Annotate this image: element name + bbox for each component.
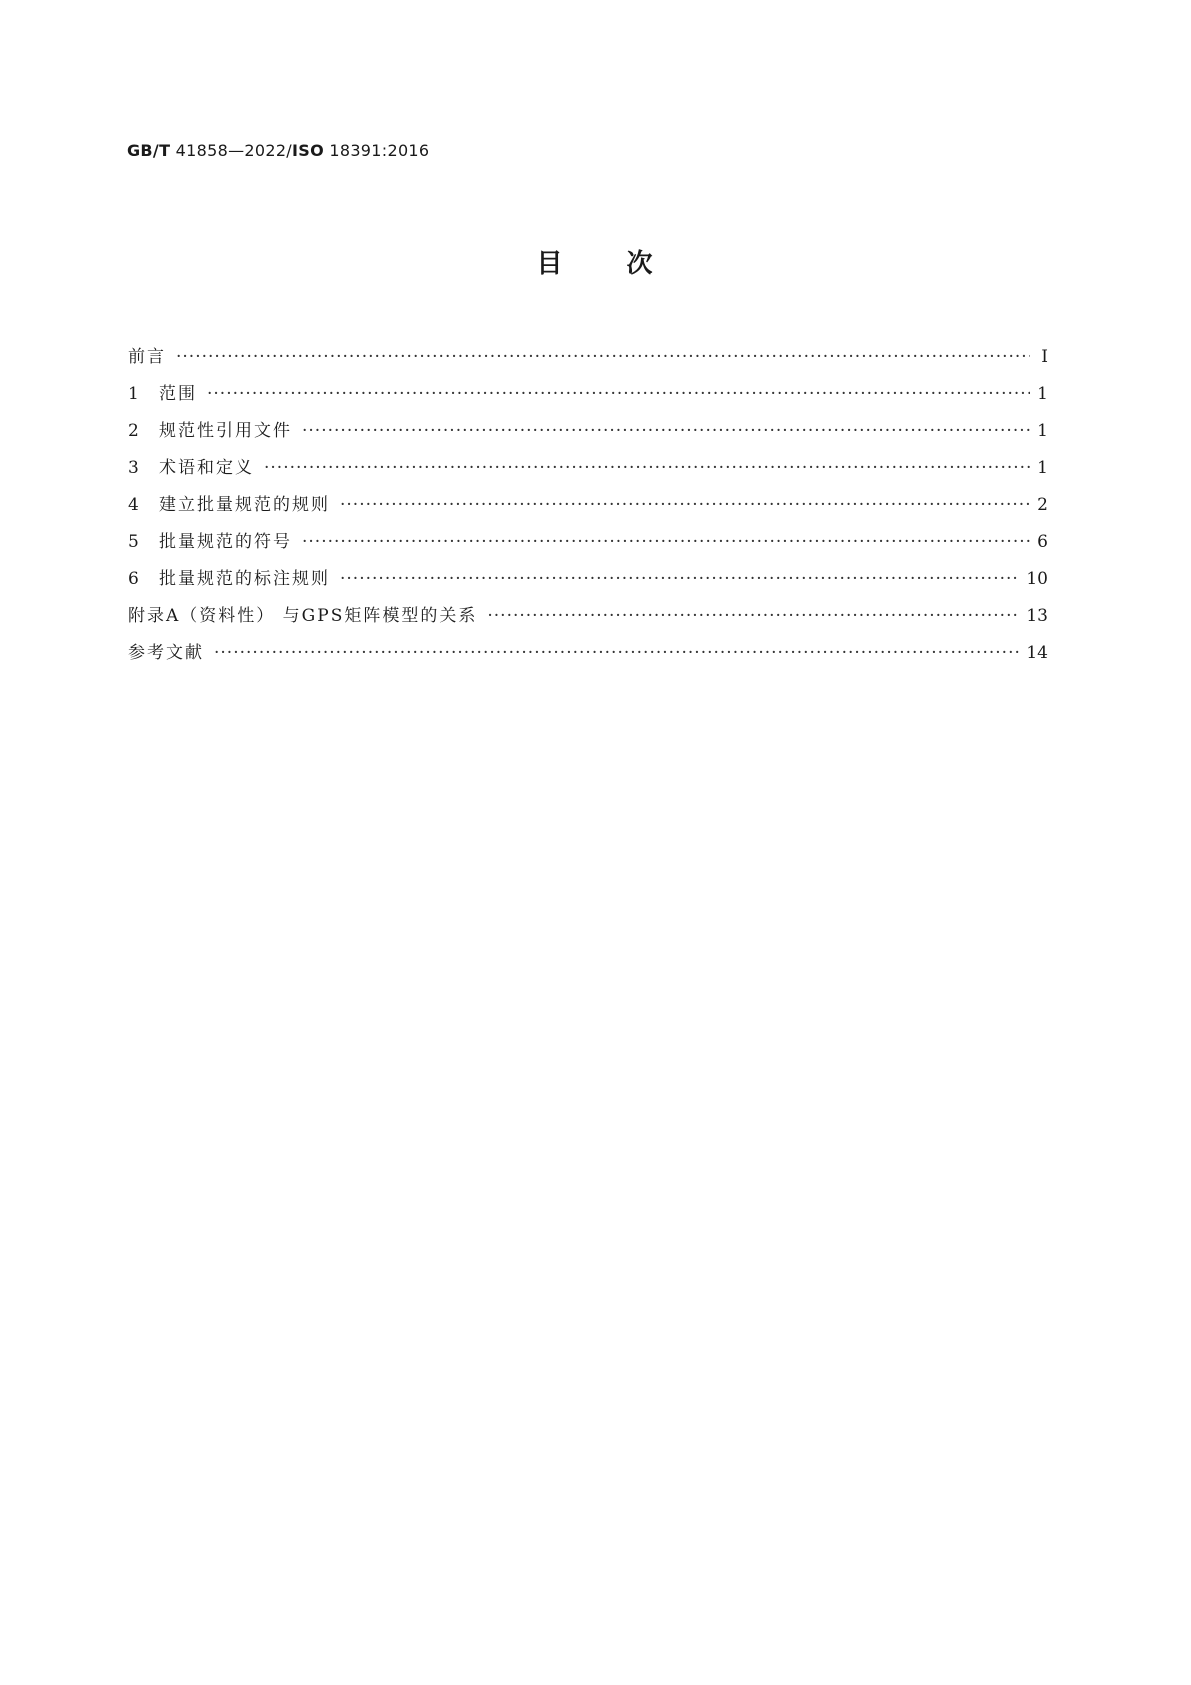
toc-entry-page: 10 — [1026, 569, 1048, 589]
toc-entry-label: 建立批量规范的规则 — [159, 495, 330, 515]
toc-entry-label: 前言 — [128, 347, 166, 367]
toc-entry-batch-spec-symbols[interactable] — [128, 527, 1048, 564]
toc-title-part2: 次 — [626, 249, 655, 279]
iso-number-year: 18391:2016 — [323, 141, 430, 160]
toc-entry-label: 术语和定义 — [159, 458, 254, 478]
toc-entry-scope[interactable] — [128, 379, 1048, 416]
toc-entry-label: 批量规范的符号 — [159, 532, 292, 552]
toc-leader-dots — [340, 569, 1020, 589]
toc-entry-page: 1 — [1037, 458, 1048, 478]
toc-leader-dots — [487, 606, 1020, 626]
toc-entry-label: 参考文献 — [128, 643, 204, 663]
toc-entry-page: 13 — [1026, 606, 1048, 626]
toc-entry-label: 规范性引用文件 — [159, 421, 292, 441]
toc-entry-annex-a[interactable] — [128, 601, 1048, 638]
standard-number-year: 41858—2022/ — [170, 141, 292, 160]
toc-entry-label: 范围 — [159, 384, 197, 404]
toc-leader-dots — [302, 532, 1030, 552]
toc-entry-label: 批量规范的标注规则 — [159, 569, 330, 589]
standard-number — [127, 141, 429, 160]
toc-entry-terms-definitions[interactable] — [128, 453, 1048, 490]
toc-entry-page: Ⅰ — [1041, 347, 1048, 367]
standard-prefix: GB/T — [127, 141, 171, 160]
toc-entry-foreword[interactable] — [128, 342, 1048, 379]
iso-prefix: ISO — [292, 141, 324, 160]
toc-entry-page: 6 — [1037, 532, 1048, 552]
toc-leader-dots — [207, 384, 1030, 404]
toc-entry-page: 14 — [1026, 643, 1048, 663]
toc-list — [128, 342, 1048, 675]
toc-entry-batch-spec-rules[interactable] — [128, 490, 1048, 527]
toc-entry-page: 1 — [1037, 384, 1048, 404]
toc-leader-dots — [176, 347, 1030, 367]
toc-leader-dots — [302, 421, 1030, 441]
toc-entry-bibliography[interactable] — [128, 638, 1048, 675]
toc-leader-dots — [214, 643, 1020, 663]
toc-entry-page: 2 — [1037, 495, 1048, 515]
toc-entry-number: 5 — [128, 532, 139, 552]
toc-entry-number: 4 — [128, 495, 139, 515]
toc-entry-number: 3 — [128, 458, 139, 478]
toc-title-part1: 目 — [536, 249, 565, 279]
toc-leader-dots — [340, 495, 1030, 515]
toc-entry-number: 1 — [128, 384, 139, 404]
toc-entry-page: 1 — [1037, 421, 1048, 441]
toc-entry-batch-spec-indication[interactable] — [128, 564, 1048, 601]
toc-entry-normative-references[interactable] — [128, 416, 1048, 453]
toc-title — [0, 243, 1191, 280]
toc-entry-number: 6 — [128, 569, 139, 589]
toc-entry-number: 2 — [128, 421, 139, 441]
toc-leader-dots — [264, 458, 1030, 478]
toc-entry-label: 附录A（资料性） 与GPS矩阵模型的关系 — [128, 606, 478, 626]
